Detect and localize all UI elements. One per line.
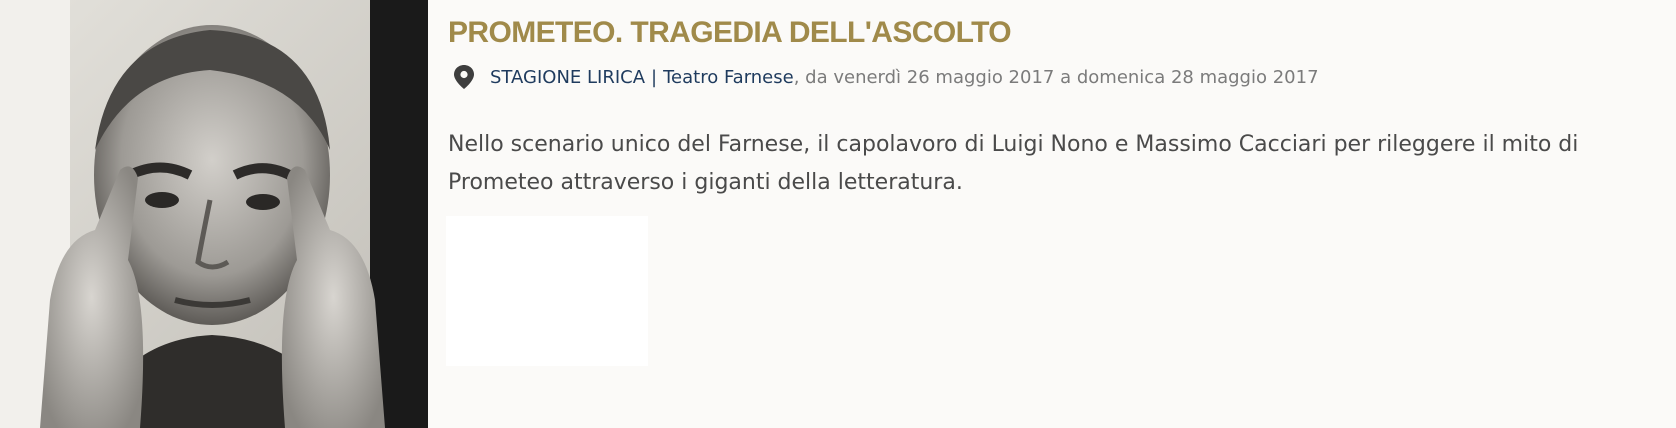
event-meta bbox=[448, 64, 1319, 90]
portrait-image bbox=[0, 0, 428, 428]
event-description: Nello scenario unico del Farnese, il capolavoro di Luigi Nono e Massimo Cacciari per rileggere il mito di Prometeo attraverso i giganti della letteratura. bbox=[448, 132, 1579, 195]
event-content bbox=[428, 0, 1676, 428]
event-dates: , da venerdì 26 maggio 2017 a domenica 28 maggio 2017 bbox=[793, 66, 1319, 88]
event-title[interactable]: PROMETEO. TRAGEDIA DELL'ASCOLTO bbox=[448, 16, 1011, 49]
map-pin-icon bbox=[452, 64, 476, 90]
venue-link[interactable]: Teatro Farnese bbox=[663, 66, 794, 88]
event-photo[interactable] bbox=[0, 0, 428, 428]
blank-panel bbox=[446, 216, 648, 366]
meta-separator: | bbox=[651, 66, 658, 88]
category-link[interactable]: STAGIONE LIRICA bbox=[490, 66, 646, 88]
